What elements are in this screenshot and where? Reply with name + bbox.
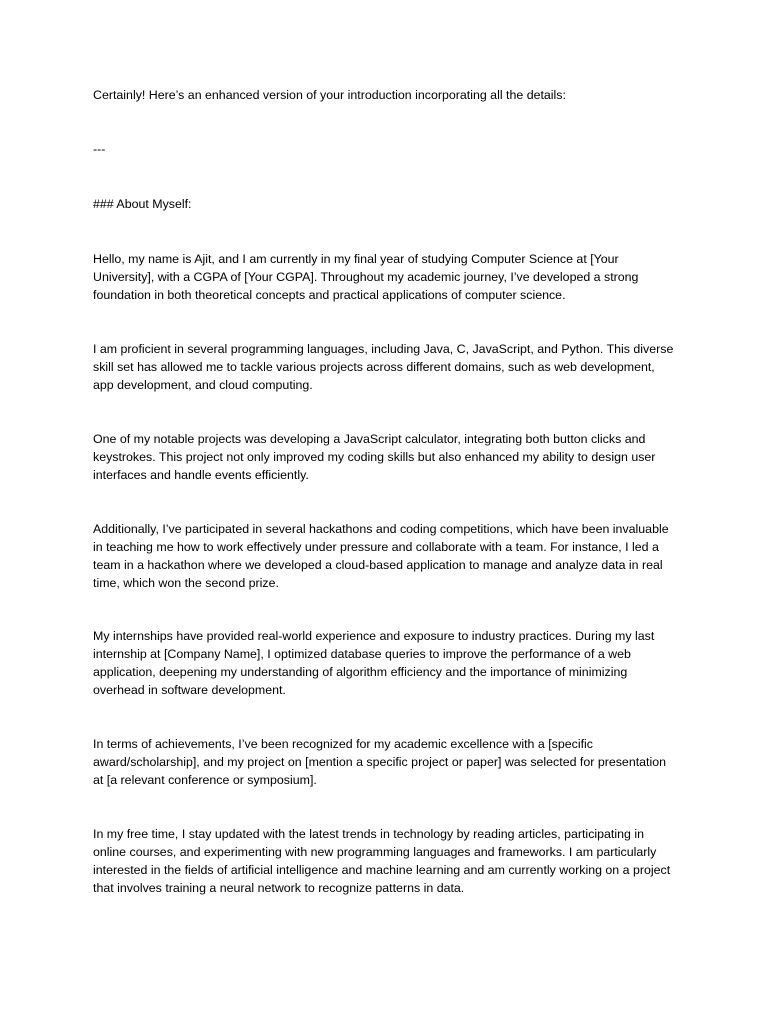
section-heading: ### About Myself: xyxy=(93,197,192,211)
paragraph-skills: I am proficient in several programming languages, including Java, C, JavaScript, and Python. This diverse skill set has allowed me to tackle various projects across different domains, such as web development, app development, and cloud computing. xyxy=(93,342,674,392)
paragraph-hackathons: Additionally, I’ve participated in several hackathons and coding competitions, which have been invaluable in teaching me how to work effectively under pressure and collaborate with a team. For instance, I led a team in a hackathon where we developed a cloud-based application to manage and analyze data in real time, which won the second prize. xyxy=(93,522,669,590)
intro-text: Certainly! Here’s an enhanced version of your introduction incorporating all the details: xyxy=(93,88,566,102)
paragraph-projects: One of my notable projects was developing a JavaScript calculator, integrating both button clicks and keystrokes. This project not only improved my coding skills but also enhanced my ability to design user interfaces and handle events efficiently. xyxy=(93,432,656,482)
paragraph-internships: My internships have provided real-world experience and exposure to industry practices. During my last internship at [Company Name], I optimized database queries to improve the performance of a web application, deepening my understanding of algorithm efficiency and the importance of minimizing overhead in software development. xyxy=(93,629,655,697)
separator-text: --- xyxy=(93,142,106,156)
paragraph-free-time: In my free time, I stay updated with the latest trends in technology by reading articles, participating in online courses, and experimenting with new programming languages and frameworks. I am particularly interested in the fields of artificial intelligence and machine learning and am currently working on a project that involves training a neural network to recognize patterns in data. xyxy=(93,827,671,895)
paragraph-introduction: Hello, my name is Ajit, and I am currently in my final year of studying Computer Science at [Your University], with a CGPA of [Your CGPA]. Throughout my academic journey, I’ve developed a strong foundation in both theoretical concepts and practical applications of computer science. xyxy=(93,252,639,302)
paragraph-achievements: In terms of achievements, I’ve been recognized for my academic excellence with a [specific award/scholarship], and my project on [mention a specific project or paper] was selected for presentation at [a relevant conference or symposium]. xyxy=(93,737,667,787)
